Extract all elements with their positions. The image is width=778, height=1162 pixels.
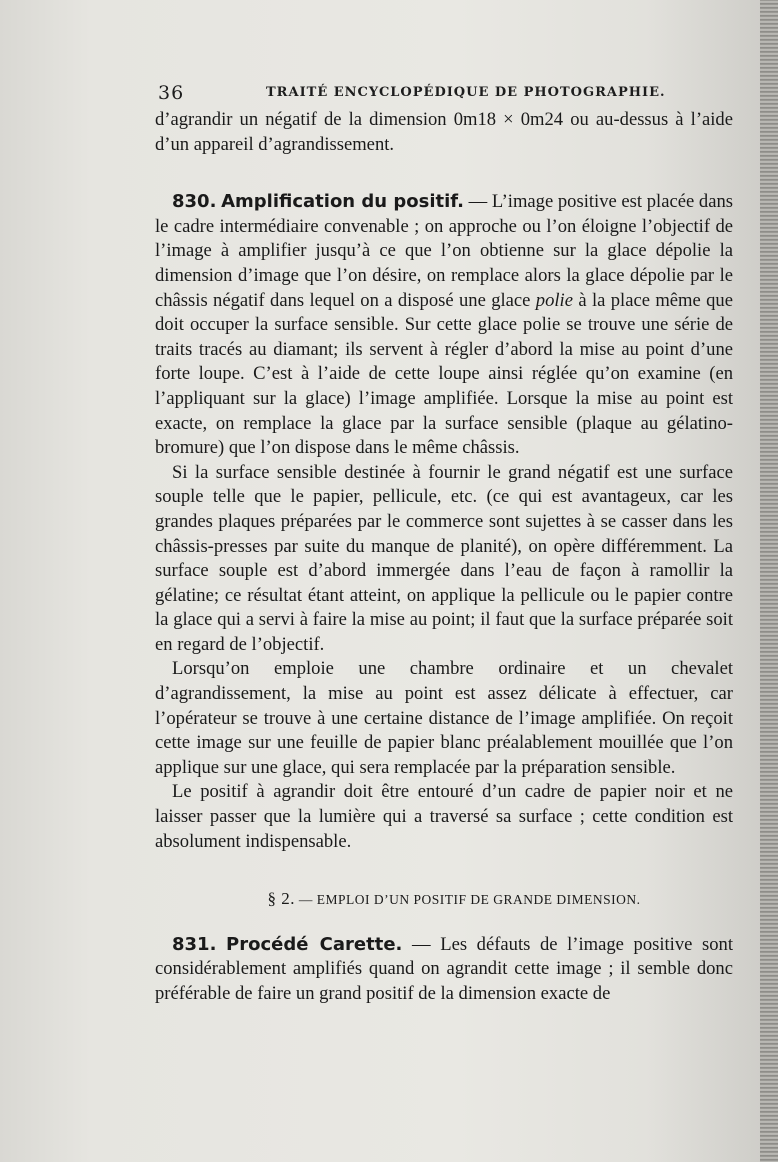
page-body	[155, 108, 733, 1007]
article-831	[155, 933, 733, 1007]
paragraph: Lorsqu’on emploie une chambre ordinaire et un chevalet d’agrandissement, la mise au point est assez délicate à effectuer, car l’opérateur se trouve à une certaine distance de l’image amplifiée. On reçoit cette image sur une feuille de papier blanc préalablement mouillée que l’on applique sur une glace, qui sera remplacée par la préparation sensible.	[155, 658, 733, 778]
page-header	[158, 82, 728, 106]
article-title: Amplification du positif.	[221, 191, 464, 213]
book-page-edges	[760, 0, 778, 1162]
section-symbol: § 2.	[267, 889, 295, 909]
running-title: TRAITÉ ENCYCLOPÉDIQUE DE PHOTOGRAPHIE.	[266, 85, 666, 100]
article-text: — L’image positive est placée dans le cadre intermédiaire convenable ; on approche ou l’on éloigne l’objectif de l’image à amplifier jusqu’à ce que l’on obtienne sur la glace dépolie la dimension d’image que l’on désire, on remplace alors la glace dépolie par le châssis négatif dans lequel on a disposé une glace	[155, 191, 733, 311]
page-number: 36	[158, 82, 185, 104]
paragraph: Le positif à agrandir doit être entouré d’un cadre de papier noir et ne laisser passer que la lumière qui a traversé sa surface ; cette condition est absolument indispensable.	[155, 781, 733, 852]
section-heading	[155, 887, 733, 913]
article-text: à la place même que doit occuper la surface sensible. Sur cette glace polie se trouve une série de traits tracés au diamant; ils servent à régler d’abord la mise au point d’une forte loupe. C’est à l’aide de cette loupe ainsi réglée qu’on examine (en l’appliquant sur la glace) l’image amplifiée. Lorsque la mise au point est exacte, on remplace la glace par la surface sensible (plaque au gélatino-bromure) que l’on dispose dans le même châssis.	[155, 289, 733, 459]
paragraph: Si la surface sensible destinée à fournir le grand négatif est une surface souple telle que le papier, pellicule, etc. (ce qui est avantageux, car les grandes plaques préparées par le commerce sont sujettes à se casser dans les châssis-presses par suite du manque de planité), on opère différemment. La surface souple est d’abord immergée dans l’eau de façon à ramollir la gélatine; ce résultat étant atteint, on applique la pellicule ou le papier contre la glace qui a servi à faire la mise au point; il faut que la surface préparée soit en regard de l’objectif.	[155, 461, 733, 655]
article-number: 831.	[172, 933, 217, 955]
article-text: — Les défauts de l’image positive sont considérablement amplifiés quand on agrandit cette image ; il semble donc préférable de faire un grand positif de la dimension exacte de	[155, 933, 734, 1004]
emphasis-text: polie	[535, 289, 573, 311]
article-830	[155, 190, 733, 461]
section-title: — EMPLOI D’UN POSITIF DE GRANDE DIMENSION.	[295, 892, 641, 908]
continuation-paragraph: d’agrandir un négatif de la dimension 0m18 × 0m24 ou au-dessus à l’aide d’un appareil d’agrandissement.	[155, 109, 733, 155]
article-number: 830.	[172, 191, 217, 213]
article-title: Procédé Carette.	[226, 933, 403, 955]
